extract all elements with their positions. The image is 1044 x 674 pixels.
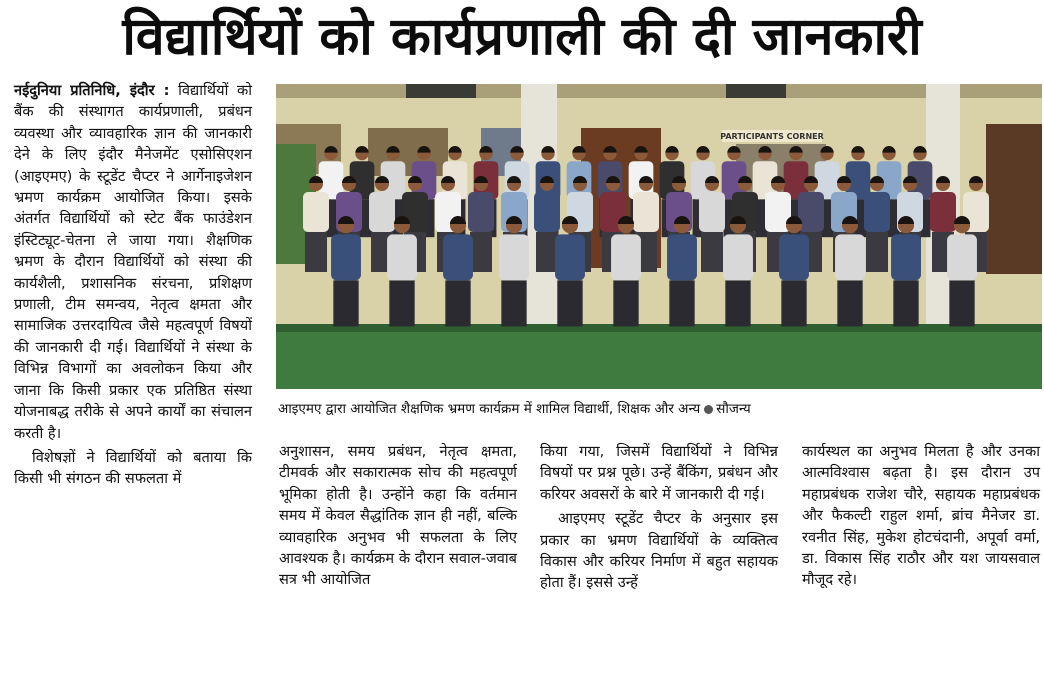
article-column-1: [14, 80, 252, 490]
bullet-dot-icon: [704, 405, 713, 414]
article-column-3: [540, 441, 778, 594]
group-photo-image: [276, 84, 1042, 389]
paragraph: आइएमए स्टूडेंट चैप्टर के अनुसार इस प्रकार का भ्रमण विद्यार्थियों के व्यक्तित्व विकास और करियर निर्माण में बहुत सहायक होता हैं। इससे उन्हें: [540, 510, 778, 592]
article-column-4: [802, 441, 1040, 591]
paragraph-text: विद्यार्थियों को बैंक की संस्थागत कार्यप्रणाली, प्रबंधन व्यवस्था और व्यावहारिक ज्ञान की जानकारी देने के लिए इंदौर मैनेजमेंट एसोसिएशन (आइएमए) के स्टूडेंट चैप्टर ने आर्गेनाइजेशन भ्रमण कार्यक्रम आयोजित किया। इसके अंतर्गत विद्यार्थियों को स्टेट बैंक फाउंडेशन इंस्टिट्यूट-चेतना ले जाया गया। शैक्षणिक भ्रमण के दौरान विद्यार्थियों को संस्था की कार्यशैली, प्रशासनिक संरचना, प्रशिक्षण प्रणाली, टीम समन्वय, नेतृत्व क्षमता और सामाजिक उत्तरदायित्व जैसे महत्वपूर्ण विषयों की जानकारी दी गई। विद्यार्थियों ने संस्था के विभिन्न विभागों का अवलोकन किया और जाना कि किसी प्रकार एक प्रतिष्ठित संस्था योजनाबद्ध तरीके से अपने कार्यों का संचालन करती है।: [14, 82, 252, 442]
photo-caption: [278, 400, 1042, 418]
sign-text: PARTICIPANTS CORNER: [720, 132, 824, 141]
headline: विद्यार्थियों को कार्यप्रणाली की दी जानकारी: [122, 7, 922, 67]
paragraph: अनुशासन, समय प्रबंधन, नेतृत्व क्षमता, टीमवर्क और सकारात्मक सोच की महत्वपूर्ण भूमिका होती है। उन्होंने कहा कि वर्तमान समय में केवल सैद्धांतिक ज्ञान ही नहीं, बल्कि व्यावहारिक अनुभव भी सफलता के लिए आवश्यक है। कार्यक्रम के दौरान सवाल-जवाब सत्र भी आयोजित: [279, 443, 517, 589]
paragraph: कार्यस्थल का अनुभव मिलता है और उनका आत्मविश्वास बढ़ता है। इस दौरान उप महाप्रबंधक राजेश चौरे, सहायक महाप्रबंधक और फैकल्टी राहुल शर्मा, ब्रांच मैनेजर डा. रवनीत सिंह, मुकेश होटचंदानी, अपूर्वा वर्मा, डा. विकास सिंह राठौर और यश जायसवाल मौजूद रहे।: [802, 443, 1040, 589]
paragraph: विशेषज्ञों ने विद्यार्थियों को बताया कि किसी भी संगठन की सफलता में: [14, 448, 252, 488]
caption-text: आइएमए द्वारा आयोजित शैक्षणिक भ्रमण कार्यक्रम में शामिल विद्यार्थी, शिक्षक और अन्य: [278, 401, 701, 417]
lawn: [276, 324, 1042, 389]
caption-credit: सौजन्य: [716, 401, 751, 417]
paragraph: किया गया, जिसमें विद्यार्थियों ने विभिन्न विषयों पर प्रश्न पूछे। उन्हें बैंकिंग, प्रबंधन और करियर अवसरों के बारे में जानकारी दी गई।: [540, 443, 778, 503]
paragraph: [14, 80, 252, 444]
article-column-2: [279, 441, 517, 591]
group-photo: [276, 84, 1042, 389]
byline: नईदुनिया प्रतिनिधि, इंदौर :: [14, 82, 170, 99]
